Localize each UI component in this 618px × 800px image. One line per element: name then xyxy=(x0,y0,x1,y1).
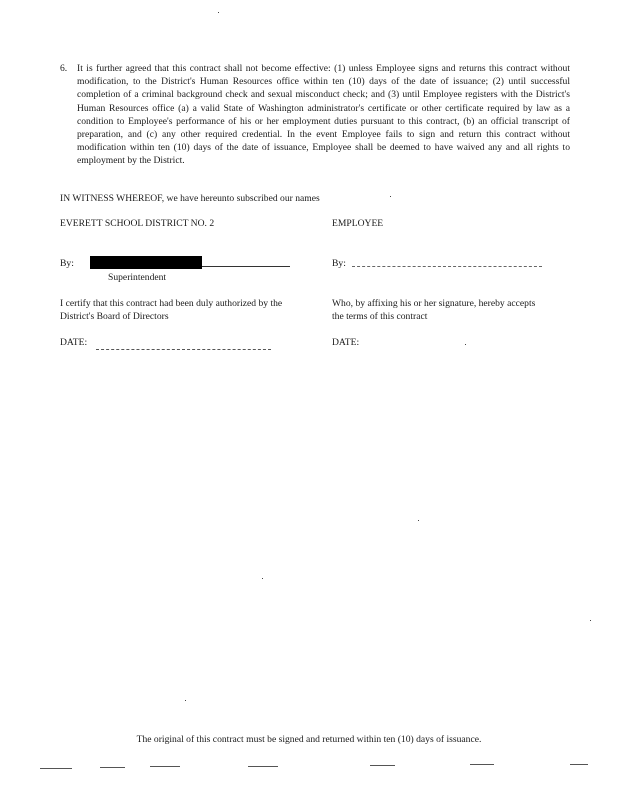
scan-speck xyxy=(590,620,591,621)
clause-6 xyxy=(60,62,570,168)
district-by-label: By: xyxy=(60,258,74,269)
superintendent-title: Superintendent xyxy=(108,272,167,283)
employee-by-label: By: xyxy=(332,258,346,269)
district-date-line xyxy=(96,349,271,350)
district-heading: EVERETT SCHOOL DISTRICT NO. 2 xyxy=(60,218,215,229)
scan-speck xyxy=(465,344,466,345)
redacted-signature xyxy=(90,256,202,269)
employee-accept-text: Who, by affixing his or her signature, hereby accepts the terms of this contract xyxy=(332,298,536,322)
scan-speck xyxy=(185,700,186,701)
district-certify-text: I certify that this contract had been duly authorized by the District's Board of Directors xyxy=(60,298,283,322)
scan-speck xyxy=(218,12,219,13)
scan-artifact xyxy=(100,767,125,768)
scan-artifact xyxy=(150,766,180,767)
scan-artifact xyxy=(570,764,588,765)
employee-signature-line xyxy=(352,266,542,267)
scan-artifact xyxy=(370,765,395,766)
witness-statement: IN WITNESS WHEREOF, we have hereunto subscribed our names xyxy=(60,193,320,204)
scan-speck xyxy=(390,196,391,197)
district-signature-line xyxy=(202,266,290,267)
footer-note: The original of this contract must be signed and returned within ten (10) days of issuance. xyxy=(136,734,482,745)
scan-artifact xyxy=(470,764,494,765)
district-date-label: DATE: xyxy=(60,337,88,348)
scan-speck xyxy=(262,578,263,579)
employee-date-label: DATE: xyxy=(332,337,360,348)
employee-heading: EMPLOYEE xyxy=(332,218,384,229)
clause-text: It is further agreed that this contract shall not become effective: (1) unless Employee signs and returns this contract without modification, to the District's Human Resources office within ten (10) days of the date of issuance; (2) until successful completion of a criminal background check and sexual misconduct check; and (3) until Employee registers with the District's Human Resources office (a) a valid State of Washington administrator's certificate or other certificate required by law as a condition to Employee's performance of his or her employment duties pursuant to this contract, (b) an official transcript of preparation, and (c) any other required credential. In the event Employee fails to sign and return this contract without modification within ten (10) days of the date of issuance, Employee shall be deemed to have waived any and all rights to employment by the District. xyxy=(77,63,570,167)
scan-artifact xyxy=(40,768,72,769)
clause-number: 6. xyxy=(60,63,68,74)
scan-artifact xyxy=(248,766,278,767)
scan-speck xyxy=(418,520,419,521)
